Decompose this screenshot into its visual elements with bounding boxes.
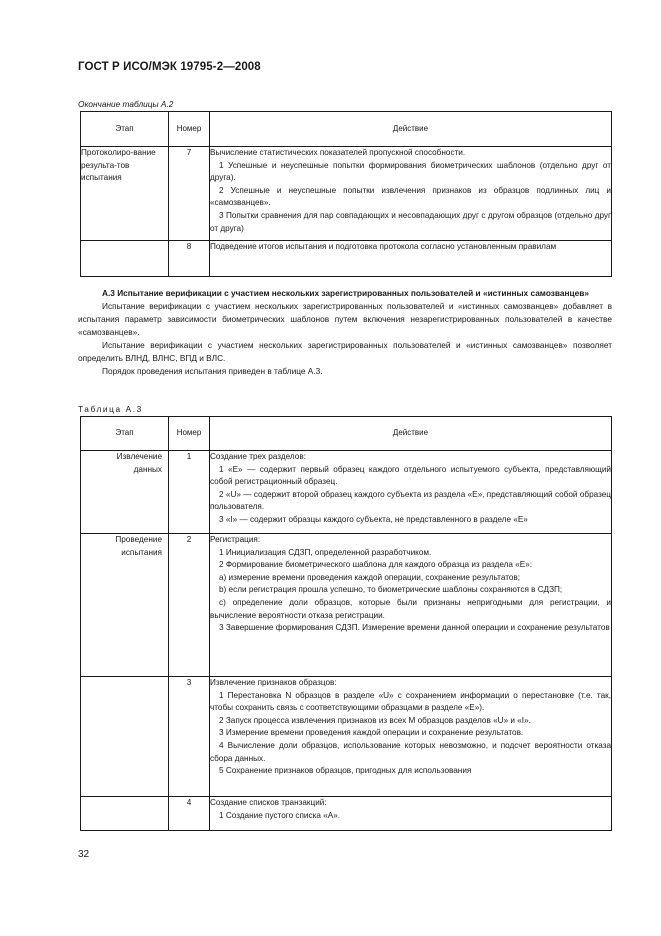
table-header-row (81, 417, 612, 451)
action-line: Подведение итогов испытания и подготовка протокола согласно установленным правилам (210, 242, 557, 251)
section-a3 (78, 287, 612, 378)
table-a3 (80, 416, 612, 831)
action-cell (210, 534, 612, 677)
stage-cell (81, 677, 169, 797)
section-title: А.3 Испытание верификации с участием нескольких зарегистрированных пользователей и «истинных самозванцев» (102, 288, 589, 298)
table-a3-caption: Таблица А.3 (78, 404, 143, 414)
action-line: Создание трех разделов: (210, 452, 306, 461)
action-line: 3 Завершение формирования СДЗП. Измерение времени данной операции и сохранение результатов (219, 623, 610, 633)
action-line: 3 «I» — содержит образцы каждого субъекта, не представленного в разделе «Е» (219, 514, 528, 524)
number-cell: 7 (169, 147, 210, 241)
action-line: 1 «Е» — содержит первый образец каждого отдельного испытуемого субъекта, представляющий собой регистрационный образец. (210, 464, 611, 487)
action-cell (210, 147, 612, 241)
page-number: 32 (78, 849, 90, 860)
number-cell: 2 (169, 534, 210, 677)
action-line: 1 Создание пустого списка «А». (219, 810, 341, 820)
section-paragraph: Испытание верификации с участием нескольких зарегистрированных пользователей и «истинных самозванцев» добавляет в испытания параметр зависимости биометрических шаблонов путем включения незарегистрированных пользователей в качестве «самозванцев». (78, 301, 612, 337)
number-cell: 1 (169, 451, 210, 534)
stage-cell: Проведение испытания (81, 534, 169, 677)
action-line: 1 Инициализация СДЗП, определенной разработчиком. (219, 547, 432, 557)
table-header-row (81, 112, 612, 147)
action-cell (210, 241, 612, 277)
table-row (81, 241, 612, 277)
column-header-number: Номер (169, 417, 210, 451)
action-line: 4 Вычисление доли образцов, использование которых невозможно, и подсчет вероятности отказа сбора данных. (210, 740, 611, 763)
column-header-action: Действие (210, 112, 612, 147)
number-cell: 3 (169, 677, 210, 797)
action-line: Вычисление статистических показателей пропускной способности. (210, 148, 466, 157)
stage-cell (81, 797, 169, 831)
table-a2 (80, 111, 612, 277)
action-line: c) определение доли образцов, которые были признаны непригодными для регистрации, и вычисление вероятности отказа регистрации. (210, 597, 611, 620)
column-header-stage: Этап (81, 417, 169, 451)
table-row (81, 451, 612, 534)
action-cell (210, 451, 612, 534)
action-line: 2 Формирование биометрического шаблона для каждого образца из раздела «Е»: (219, 560, 533, 570)
number-cell: 4 (169, 797, 210, 831)
action-cell (210, 797, 612, 831)
action-line: 5 Сохранение признаков образцов, пригодных для использования (219, 766, 472, 776)
action-line: 3 Попытки сравнения для пар совпадающих и несовпадающих друг с другом образцов (отдельно друг от друга) (210, 210, 611, 233)
action-line: 2 Запуск процесса извлечения признаков из всех M образцов разделов «U» и «I». (219, 715, 531, 725)
action-line: 2 «U» — содержит второй образец каждого субъекта из раздела «Е», представляющий собой образец пользователя. (210, 489, 611, 512)
table-row (81, 147, 612, 241)
section-paragraph: Порядок проведения испытания приведен в таблице А.3. (102, 366, 323, 376)
section-paragraph: Испытание верификации с участием нескольких зарегистрированных пользователей и «истинных самозванцев» позволяет определить ВЛНД, ВЛНС, ВПД и ВЛС. (78, 340, 612, 363)
column-header-number: Номер (169, 112, 210, 147)
action-line: Создание списков транзакций: (210, 798, 327, 807)
table-row (81, 677, 612, 797)
action-cell (210, 677, 612, 797)
table-row (81, 797, 612, 831)
action-line: 2 Успешные и неуспешные попытки извлечения признаков из образцов подлинных лиц и «самозванцев». (210, 185, 611, 208)
action-line: Регистрация: (210, 535, 261, 544)
document-header: ГОСТ Р ИСО/МЭК 19795-2—2008 (78, 61, 261, 73)
action-line: 1 Перестановка N образцов в разделе «U» с сохранением информации о перестановке (т.е. так, чтобы сохранить связь с соответствующими образцами в разделе «Е»). (210, 690, 611, 713)
action-line: 3 Измерение времени проведения каждой операции и сохранение результатов. (219, 728, 524, 738)
column-header-stage: Этап (81, 112, 169, 147)
column-header-action: Действие (210, 417, 612, 451)
action-line: Извлечение признаков образцов: (210, 678, 337, 687)
action-line: b) если регистрация прошла успешно, то биометрические шаблоны сохраняются в СДЗП; (219, 585, 563, 595)
number-cell: 8 (169, 241, 210, 277)
action-line: 1 Успешные и неуспешные попытки формирования биометрических шаблонов (отдельно друг от друга). (210, 160, 611, 183)
stage-cell (81, 241, 169, 277)
table-row (81, 534, 612, 677)
action-line: a) измерение времени проведения каждой операции, сохранение результатов; (219, 572, 521, 582)
table-a2-caption: Окончание таблицы А.2 (78, 99, 174, 109)
stage-cell: Извлечение данных (81, 451, 169, 534)
stage-cell: Протоколиро-вание результа-тов испытания (81, 147, 169, 241)
